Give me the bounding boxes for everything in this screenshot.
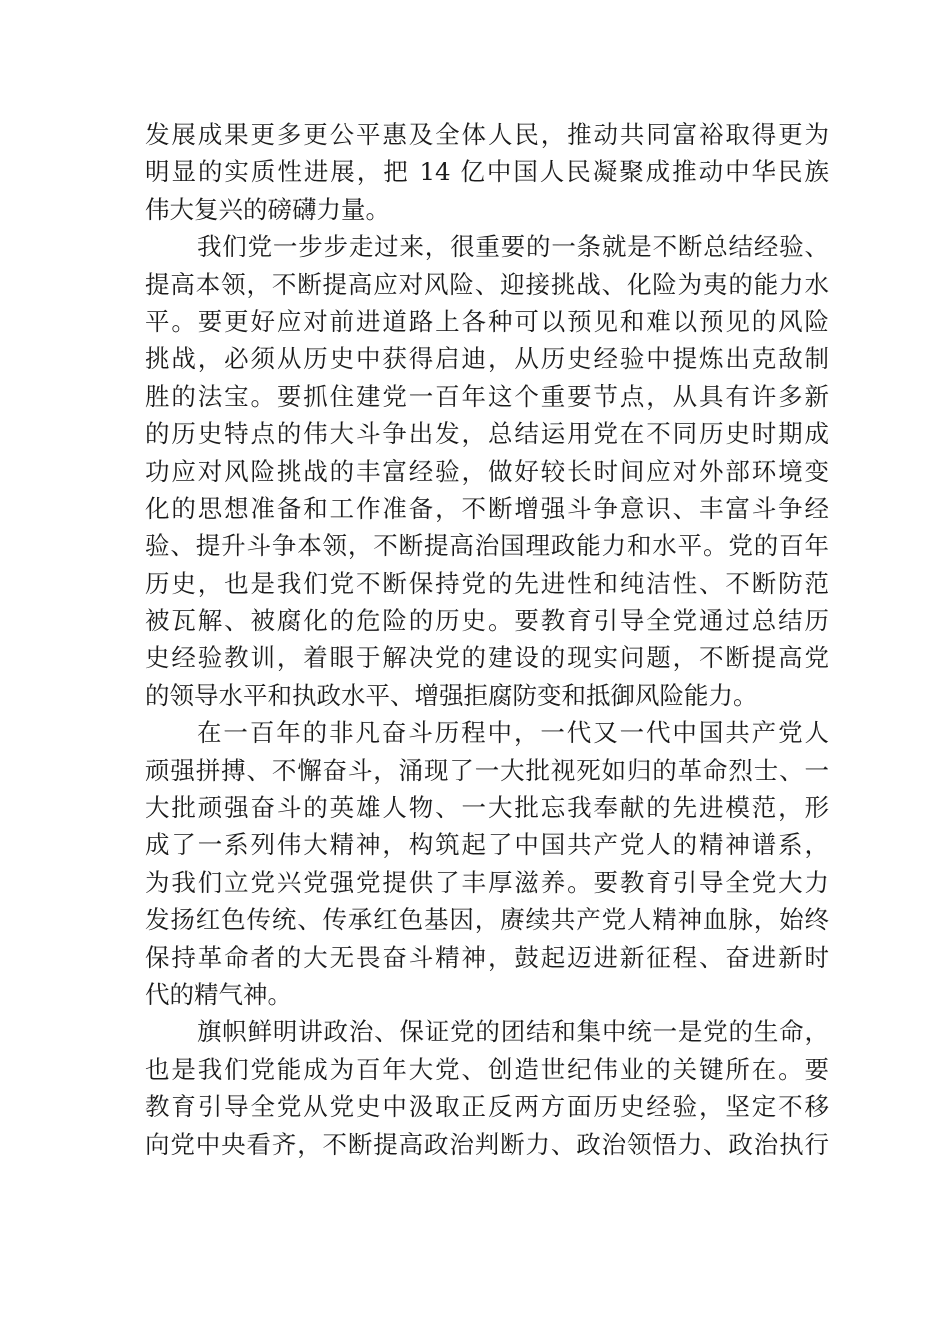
text-line: 历史，也是我们党不断保持党的先进性和纯洁性、不断防范 <box>145 568 829 598</box>
text-line: 明显的实质性进展，把 14 亿中国人民凝聚成推动中华民族 <box>145 157 829 187</box>
paragraph <box>145 714 829 1013</box>
text-line: 也是我们党能成为百年大党、创造世纪伟业的关键所在。要 <box>145 1054 829 1084</box>
text-line: 伟大复兴的磅礴力量。 <box>145 194 390 224</box>
text-line: 旗帜鲜明讲政治、保证党的团结和集中统一是党的生命， <box>197 1017 829 1047</box>
paragraph <box>145 116 829 228</box>
text-line: 验、提升斗争本领，不断提高治国理政能力和水平。党的百年 <box>145 531 829 561</box>
text-line: 成了一系列伟大精神，构筑起了中国共产党人的精神谱系， <box>145 830 829 860</box>
text-line: 被瓦解、被腐化的危险的历史。要教育引导全党通过总结历 <box>145 606 829 636</box>
text-line: 向党中央看齐，不断提高政治判断力、政治领悟力、政治执行 <box>145 1129 829 1159</box>
text-line: 化的思想准备和工作准备，不断增强斗争意识、丰富斗争经 <box>145 493 829 523</box>
text-line: 代的精气神。 <box>145 979 292 1009</box>
text-line: 功应对风险挑战的丰富经验，做好较长时间应对外部环境变 <box>145 456 829 486</box>
text-line: 的领导水平和执政水平、增强拒腐防变和抵御风险能力。 <box>145 680 758 710</box>
document-page <box>145 116 829 1163</box>
text-line: 发扬红色传统、传承红色基因，赓续共产党人精神血脉，始终 <box>145 905 829 935</box>
text-line: 史经验教训，着眼于解决党的建设的现实问题，不断提高党 <box>145 643 829 673</box>
text-line: 胜的法宝。要抓住建党一百年这个重要节点，从具有许多新 <box>145 381 829 411</box>
text-line: 的历史特点的伟大斗争出发，总结运用党在不同历史时期成 <box>145 419 829 449</box>
text-line: 平。要更好应对前进道路上各种可以预见和难以预见的风险 <box>145 306 829 336</box>
text-line: 教育引导全党从党史中汲取正反两方面历史经验，坚定不移 <box>145 1092 829 1122</box>
text-line: 大批顽强奋斗的英雄人物、一大批忘我奉献的先进模范，形 <box>145 793 829 823</box>
paragraph <box>145 228 829 714</box>
text-line: 提高本领，不断提高应对风险、迎接挑战、化险为夷的能力水 <box>145 269 829 299</box>
text-line: 保持革命者的大无畏奋斗精神，鼓起迈进新征程、奋进新时 <box>145 942 829 972</box>
text-line: 在一百年的非凡奋斗历程中，一代又一代中国共产党人 <box>197 718 829 748</box>
paragraph <box>145 1013 829 1163</box>
text-line: 我们党一步步走过来，很重要的一条就是不断总结经验、 <box>197 232 829 262</box>
text-line: 发展成果更多更公平惠及全体人民，推动共同富裕取得更为 <box>145 120 829 149</box>
text-line: 顽强拼搏、不懈奋斗，涌现了一大批视死如归的革命烈士、一 <box>145 755 829 785</box>
text-line: 为我们立党兴党强党提供了丰厚滋养。要教育引导全党大力 <box>145 867 829 897</box>
text-line: 挑战，必须从历史中获得启迪，从历史经验中提炼出克敌制 <box>145 344 829 374</box>
